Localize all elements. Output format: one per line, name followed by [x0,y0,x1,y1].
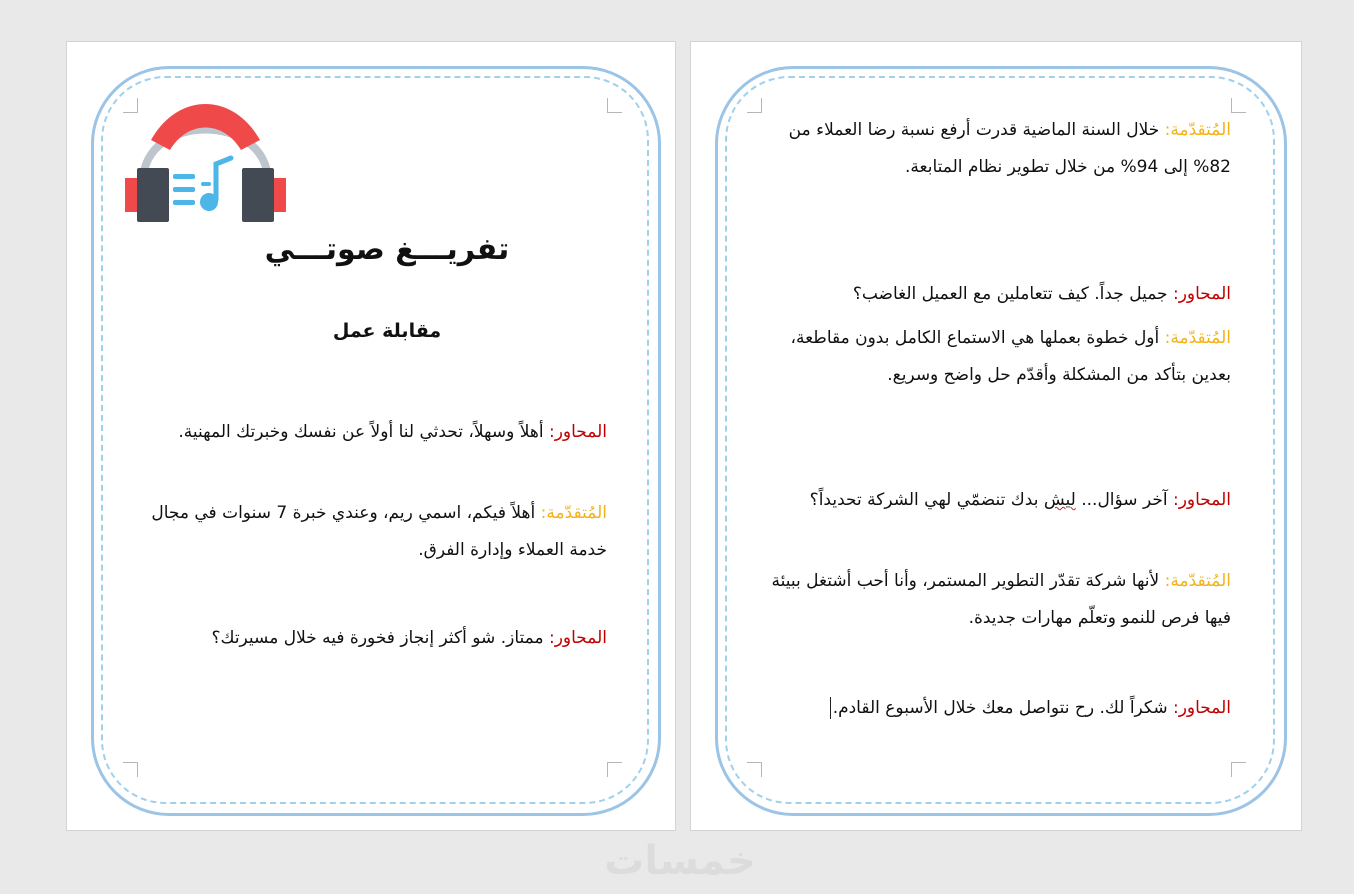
watermark-logo: خمسات [604,838,756,884]
speaker-label-candidate: المُتقدّمة: [1164,571,1231,591]
headphones-icon [123,92,288,227]
dialogue-text: أهلاً وسهلاً، تحدثي لنا أولاً عن نفسك وخبرتك المهنية. [178,422,549,442]
dialogue-line [771,112,1231,186]
dialogue-text: أهلاً فيكم، اسمي ريم، وعندي خبرة 7 سنوات في مجال خدمة العملاء وإدارة الفرق. [151,503,607,560]
page-cover [66,41,676,831]
dialogue-text: خلال السنة الماضية قدرت أرفع نسبة رضا العملاء من 82% إلى 94% من خلال تطوير نظام المتابعة. [788,120,1231,177]
dialogue-line [771,320,1231,394]
dialogue-line [147,414,607,451]
speaker-label-interviewer: المحاور: [1172,490,1231,510]
speaker-label-interviewer: المحاور: [548,628,607,648]
speaker-label-interviewer: المحاور: [1172,698,1231,718]
document-title: تفريـــغ صوتـــي [264,232,510,267]
page-transcript [690,41,1302,831]
speaker-label-interviewer: المحاور: [1172,284,1231,304]
speaker-label-candidate: المُتقدّمة: [540,503,607,523]
margin-corner-mark [123,762,138,777]
spellcheck-flagged-word[interactable]: ليش [1043,490,1076,510]
dialogue-text: شكراً لك. رح نتواصل معك خلال الأسبوع القادم. [832,698,1173,718]
dialogue-text: لأنها شركة تقدّر التطوير المستمر، وأنا أحب أشتغل ببيئة فيها فرص للنمو وتعلّم مهارات جديدة. [771,571,1231,628]
margin-corner-mark [747,762,762,777]
dialogue-text: بدك تنضمّي لهي الشركة تحديداً؟ [809,490,1044,510]
text-cursor[interactable] [830,697,831,719]
dialogue-text: آخر سؤال... [1075,490,1173,510]
speaker-label-candidate: المُتقدّمة: [1164,328,1231,348]
document-subtitle: مقابلة عمل [332,320,442,342]
margin-corner-mark [607,98,622,113]
dialogue-line [771,563,1231,637]
dialogue-text: أول خطوة بعملها هي الاستماع الكامل بدون مقاطعة، بعدين بتأكد من المشكلة وأقدّم حل واضح وسريع. [790,328,1231,385]
dialogue-line [771,276,1231,313]
margin-corner-mark [747,98,762,113]
dialogue-line [771,690,1231,727]
speaker-label-candidate: المُتقدّمة: [1164,120,1231,140]
dialogue-text: جميل جداً. كيف تتعاملين مع العميل الغاضب؟ [852,284,1173,304]
dialogue-text: ممتاز. شو أكثر إنجاز فخورة فيه خلال مسيرتك؟ [211,628,549,648]
margin-corner-mark [1231,98,1246,113]
margin-corner-mark [607,762,622,777]
dialogue-line [771,482,1231,519]
margin-corner-mark [1231,762,1246,777]
dialogue-line [147,620,607,657]
speaker-label-interviewer: المحاور: [548,422,607,442]
dialogue-line [147,495,607,569]
